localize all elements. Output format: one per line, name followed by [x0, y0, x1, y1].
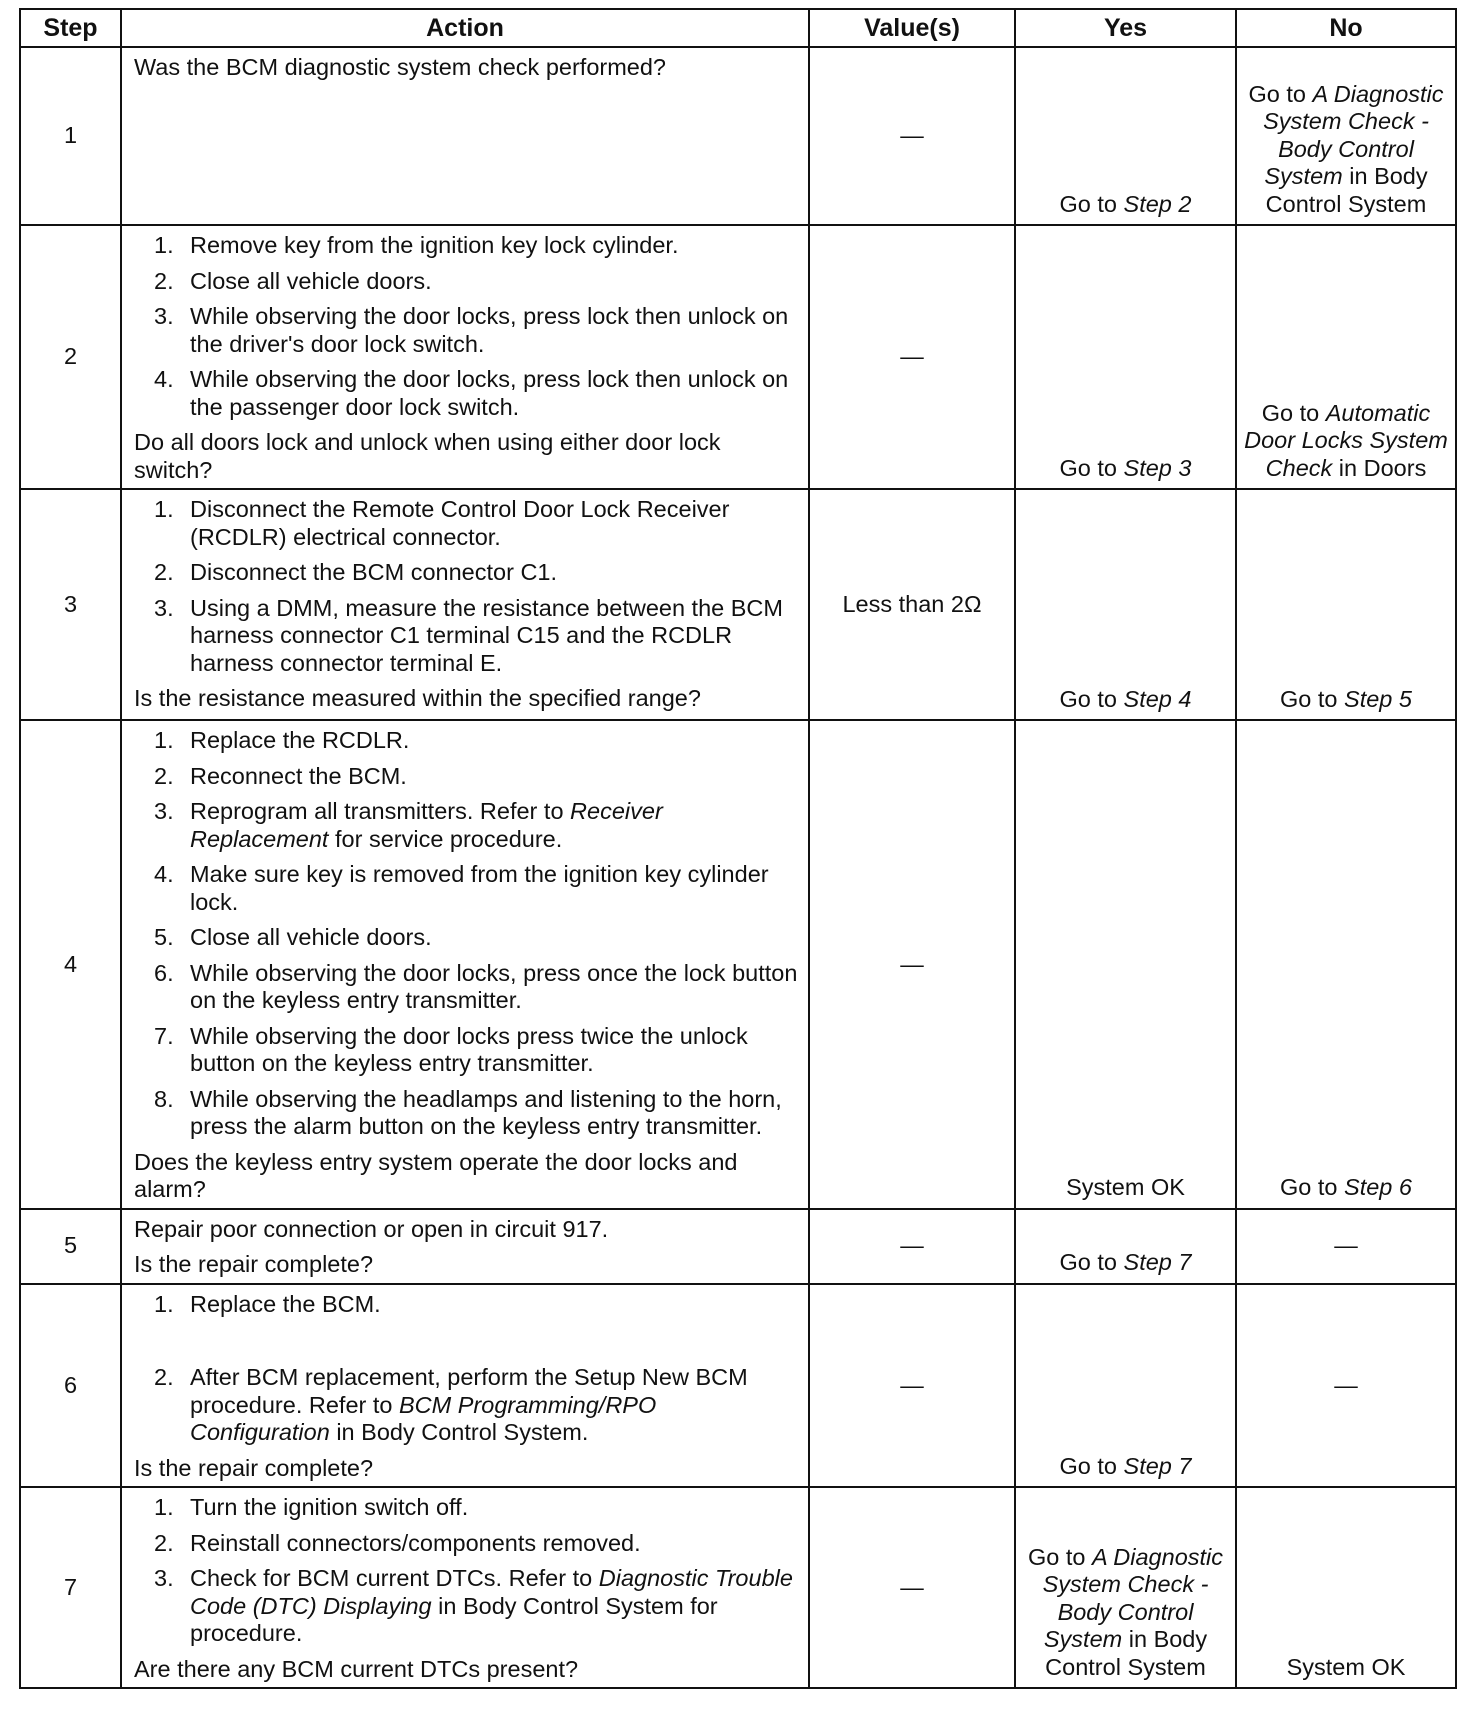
procedure-link[interactable]: A Diagnostic System Check - Body Control System	[1042, 1543, 1224, 1652]
yes-cell: Go to A Diagnostic System Check - Body Control System in Body Control System	[1015, 1487, 1236, 1688]
yes-cell: Go to Step 4	[1015, 489, 1236, 720]
question: Was the BCM diagnostic system check performed?	[134, 54, 666, 80]
procedure-link[interactable]: A Diagnostic System Check - Body Control System	[1263, 80, 1444, 189]
step-number: 2	[20, 225, 121, 489]
action-cell	[121, 225, 809, 489]
action-cell	[121, 1284, 809, 1488]
no-cell: —	[1236, 1209, 1456, 1284]
question: Is the repair complete?	[134, 1454, 374, 1481]
question: Are there any BCM current DTCs present?	[134, 1655, 579, 1682]
step-link[interactable]: Step 3	[1123, 454, 1192, 481]
question: Is the resistance measured within the specified range?	[134, 685, 701, 711]
instruction-list	[134, 1494, 798, 1648]
value-cell: —	[809, 1487, 1015, 1688]
no-cell: Go to Step 6	[1236, 720, 1456, 1209]
action-cell	[121, 489, 809, 720]
step-link[interactable]: Step 7	[1123, 1452, 1192, 1479]
procedure-link[interactable]: BCM Programming/RPO Configuration	[190, 1391, 657, 1445]
procedure-link[interactable]: Diagnostic Trouble Code (DTC) Displaying	[190, 1565, 793, 1619]
step-number: 6	[20, 1284, 121, 1488]
diagnostic-table	[19, 8, 1457, 1689]
instruction-list	[134, 1291, 798, 1447]
header-step: Step	[20, 9, 121, 47]
list-item: 3. Reprogram all transmitters. Refer to Receiver Replacement for service procedure.	[154, 798, 663, 852]
list-item: 3. Check for BCM current DTCs. Refer to Diagnostic Trouble Code (DTC) Displaying in Body Control System for procedure.	[154, 1565, 793, 1646]
yes-cell: System OK	[1015, 720, 1236, 1209]
no-cell: System OK	[1236, 1487, 1456, 1688]
list-item: 1. Replace the BCM.	[154, 1290, 381, 1317]
step-number: 1	[20, 47, 121, 225]
action-text: Repair poor connection or open in circuit 917.	[134, 1215, 609, 1242]
value-cell: —	[809, 225, 1015, 489]
instruction-list	[134, 496, 798, 677]
table-row	[20, 225, 1456, 489]
header-action: Action	[121, 9, 809, 47]
list-item: 6. While observing the door locks, press once the lock button on the keyless entry transmitter.	[154, 959, 798, 1013]
action-cell	[121, 720, 809, 1209]
question: Do all doors lock and unlock when using either door lock switch?	[134, 429, 721, 483]
header-no: No	[1236, 9, 1456, 47]
list-item: 3. Using a DMM, measure the resistance between the BCM harness connector C1 terminal C15 and the RCDLR harness connector terminal E.	[154, 594, 783, 676]
procedure-link[interactable]: Receiver Replacement	[190, 798, 663, 852]
yes-cell: Go to Step 2	[1015, 47, 1236, 225]
action-cell	[121, 47, 809, 225]
no-cell: Go to A Diagnostic System Check - Body Control System in Body Control System	[1236, 47, 1456, 225]
header-values: Value(s)	[809, 9, 1015, 47]
table-row	[20, 720, 1456, 1209]
list-item: 4. While observing the door locks, press lock then unlock on the passenger door lock switch.	[154, 366, 789, 420]
step-number: 3	[20, 489, 121, 720]
list-item: 1. Disconnect the Remote Control Door Lock Receiver (RCDLR) electrical connector.	[154, 496, 730, 550]
procedure-link[interactable]: Automatic Door Locks System Check	[1244, 399, 1448, 481]
yes-cell: Go to Step 7	[1015, 1284, 1236, 1488]
table-row	[20, 1487, 1456, 1688]
list-item: 2. Reinstall connectors/components removed.	[154, 1529, 641, 1556]
instruction-list	[134, 727, 798, 1141]
table-row	[20, 1284, 1456, 1488]
no-cell: Go to Automatic Door Locks System Check in Doors	[1236, 225, 1456, 489]
value-cell: —	[809, 47, 1015, 225]
list-item: 2. Close all vehicle doors.	[154, 267, 432, 294]
action-cell	[121, 1487, 809, 1688]
question: Is the repair complete?	[134, 1251, 374, 1277]
header-yes: Yes	[1015, 9, 1236, 47]
action-cell	[121, 1209, 809, 1284]
instruction-list	[134, 232, 798, 421]
header-row	[20, 9, 1456, 47]
table-row	[20, 489, 1456, 720]
list-item: 2. Disconnect the BCM connector C1.	[154, 559, 558, 585]
list-item: 8. While observing the headlamps and listening to the horn, press the alarm button on the keyless entry transmitter.	[154, 1085, 782, 1139]
list-item: 3. While observing the door locks, press lock then unlock on the driver's door lock switch.	[154, 303, 789, 357]
step-link[interactable]: Step 5	[1344, 685, 1412, 712]
table-row	[20, 1209, 1456, 1284]
list-item: 7. While observing the door locks press twice the unlock button on the keyless entry transmitter.	[154, 1022, 748, 1076]
list-item: 2. Reconnect the BCM.	[154, 762, 407, 789]
list-item: 5. Close all vehicle doors.	[154, 924, 432, 950]
table-row	[20, 47, 1456, 225]
value-cell: —	[809, 720, 1015, 1209]
yes-cell: Go to Step 3	[1015, 225, 1236, 489]
list-item: 1. Turn the ignition switch off.	[154, 1494, 469, 1520]
value-cell: —	[809, 1209, 1015, 1284]
list-item: 4. Make sure key is removed from the ignition key cylinder lock.	[154, 861, 769, 915]
list-item: 1. Replace the RCDLR.	[154, 727, 410, 753]
value-cell: Less than 2Ω	[809, 489, 1015, 720]
step-number: 5	[20, 1209, 121, 1284]
list-item: 1. Remove key from the ignition key lock cylinder.	[154, 232, 679, 258]
step-link[interactable]: Step 2	[1123, 190, 1192, 217]
yes-cell: Go to Step 7	[1015, 1209, 1236, 1284]
value-cell: —	[809, 1284, 1015, 1488]
question: Does the keyless entry system operate the door locks and alarm?	[134, 1148, 738, 1202]
step-link[interactable]: Step 7	[1123, 1249, 1192, 1275]
step-link[interactable]: Step 6	[1344, 1174, 1412, 1200]
no-cell: —	[1236, 1284, 1456, 1488]
no-cell: Go to Step 5	[1236, 489, 1456, 720]
list-item: 2. After BCM replacement, perform the Setup New BCM procedure. Refer to BCM Programming/RPO Configuration in Body Control System.	[154, 1364, 748, 1445]
step-number: 4	[20, 720, 121, 1209]
step-number: 7	[20, 1487, 121, 1688]
step-link[interactable]: Step 4	[1123, 685, 1192, 712]
